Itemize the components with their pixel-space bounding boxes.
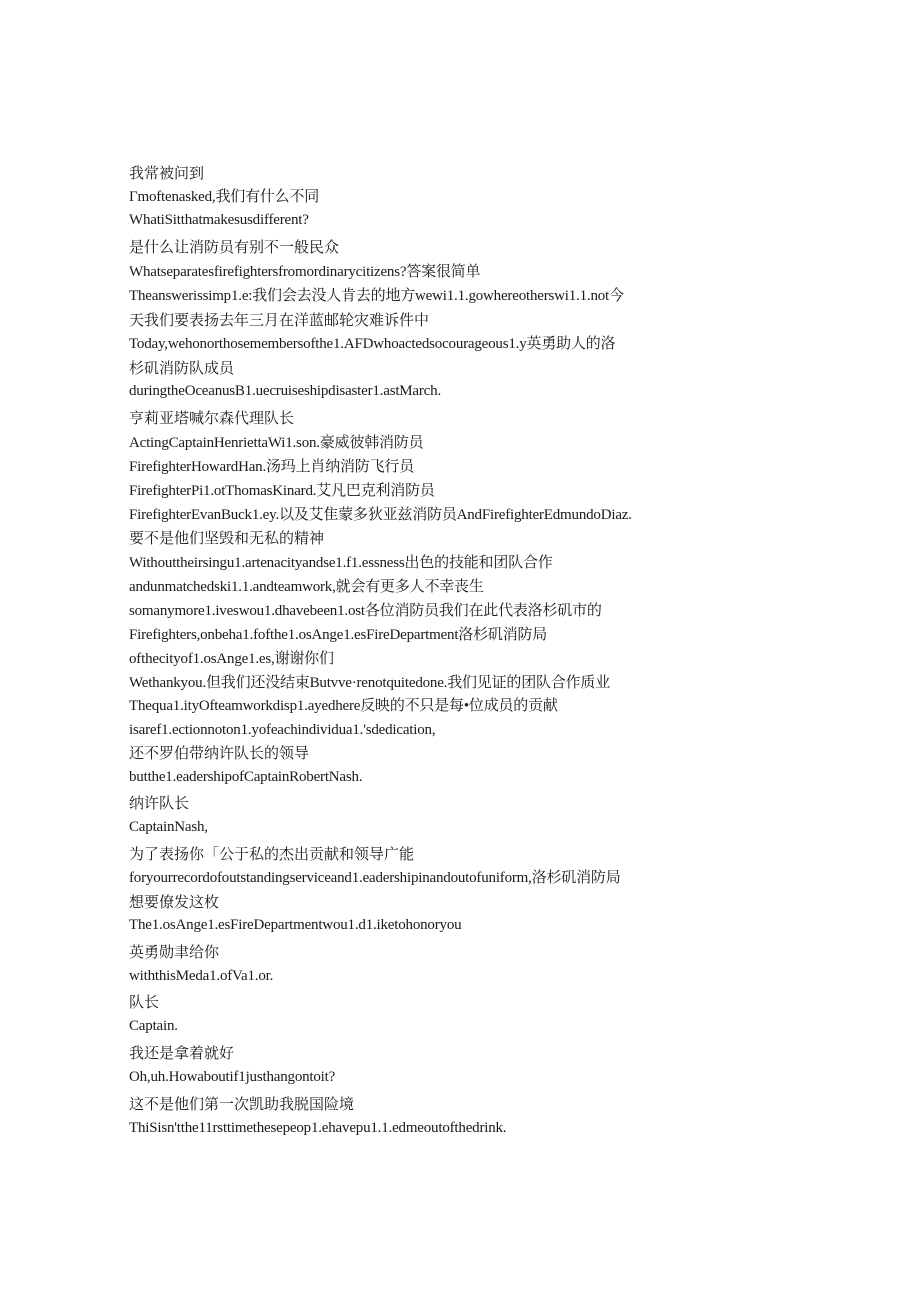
text-line: Theanswerissimp1.e:我们会去没人肯去的地方wewi1.1.gowhereotherswi1.1.not今 — [129, 288, 624, 304]
text-line: 是什么让消防员有别不一般民众 — [129, 238, 340, 256]
text-line: somanymore1.iveswou1.dhavebeen1.ost各位消防员我们在此代表洛杉矶市的 — [129, 603, 602, 619]
text-line: ThiSisn'tthe11rsttimethesepeop1.ehavepu1.1.edmeoutofthedrink. — [129, 1120, 507, 1136]
text-line: 我还是拿着就好 — [129, 1044, 235, 1062]
text-line: FirefighterPi1.otThomasKinard.艾凡巴克利消防员 — [129, 483, 435, 499]
text-line: Oh,uh.Howaboutif1justhangontoit? — [129, 1069, 336, 1085]
text-line: ofthecityof1.osAnge1.es,谢谢你们 — [129, 651, 334, 667]
text-line: FirefighterHowardHan.汤玛上肖纳消防飞行员 — [129, 459, 415, 475]
text-line: Firefighters,onbeha1.fofthe1.osAnge1.esFireDepartment洛杉矶消防局 — [129, 627, 548, 643]
text-line: 杉矶消防队成员 — [129, 359, 235, 377]
text-line: 这不是他们第一次凯助我脱国险境 — [129, 1095, 355, 1113]
text-line: 亨莉亚塔喊尔森代理队长 — [129, 409, 295, 427]
text-line: andunmatchedski1.1.andteamwork,就会有更多人不幸丧生 — [129, 579, 484, 595]
text-line: Whatseparatesfirefightersfromordinarycitizens?答案很简单 — [129, 264, 481, 280]
text-line: duringtheOceanusB1.uecruiseshipdisaster1.astMarch. — [129, 383, 441, 399]
text-line: Thequa1.ityOfteamworkdisp1.ayedhere反映的不只是每•位成员的贡献 — [129, 698, 558, 714]
text-line: 为了表扬你「公于私的杰出贡献和领导广能 — [129, 845, 415, 863]
text-line: ActingCaptainHenriettaWi1.son.豪威彼韩消防员 — [129, 435, 424, 451]
text-line: 要不是他们坚毁和无私的精神 — [129, 529, 325, 547]
text-line: 天我们要表扬去年三月在洋蓝邮轮灾难诉件中 — [129, 311, 430, 329]
text-line: 英勇勋聿给你 — [129, 943, 220, 961]
text-line: foryourrecordofoutstandingserviceand1.eadershipinandoutofuniform,洛杉矶消防局 — [129, 870, 621, 886]
text-line: Captain. — [129, 1018, 178, 1034]
text-line: Withouttheirsingu1.artenacityandse1.f1.essness出色的技能和团队合作 — [129, 555, 553, 571]
text-line: The1.osAnge1.esFireDepartmentwou1.d1.iketohonoryou — [129, 917, 462, 933]
text-line: 纳许队长 — [129, 794, 190, 812]
text-line: 队长 — [129, 993, 160, 1011]
text-line: withthisMeda1.ofVa1.or. — [129, 968, 274, 984]
text-line: 我常被问到 — [129, 164, 205, 182]
text-line: WhatiSitthatmakesusdifferent? — [129, 212, 309, 228]
text-line: FirefighterEvanBuck1.ey.以及艾隹蒙多狄亚兹消防员AndFirefighterEdmundoDiaz. — [129, 507, 632, 523]
text-line: 想要僚发这枚 — [129, 893, 220, 911]
text-line: Today,wehonorthosemembersofthe1.AFDwhoactedsocourageous1.y英勇助人的洛 — [129, 336, 616, 352]
text-line: butthe1.eadershipofCaptainRobertNash. — [129, 769, 363, 785]
text-line: Wethankyou.但我们还没结束Butvve·renotquitedone.我们见证的团队合作质业 — [129, 675, 611, 691]
text-line: Γmoftenasked,我们有什么不同 — [129, 189, 320, 205]
text-line: CaptainNash, — [129, 819, 208, 835]
text-line: isaref1.ectionnoton1.yofeachindividua1.'sdedication, — [129, 722, 436, 738]
text-line: 还不罗伯带纳许队长的领导 — [129, 744, 310, 762]
